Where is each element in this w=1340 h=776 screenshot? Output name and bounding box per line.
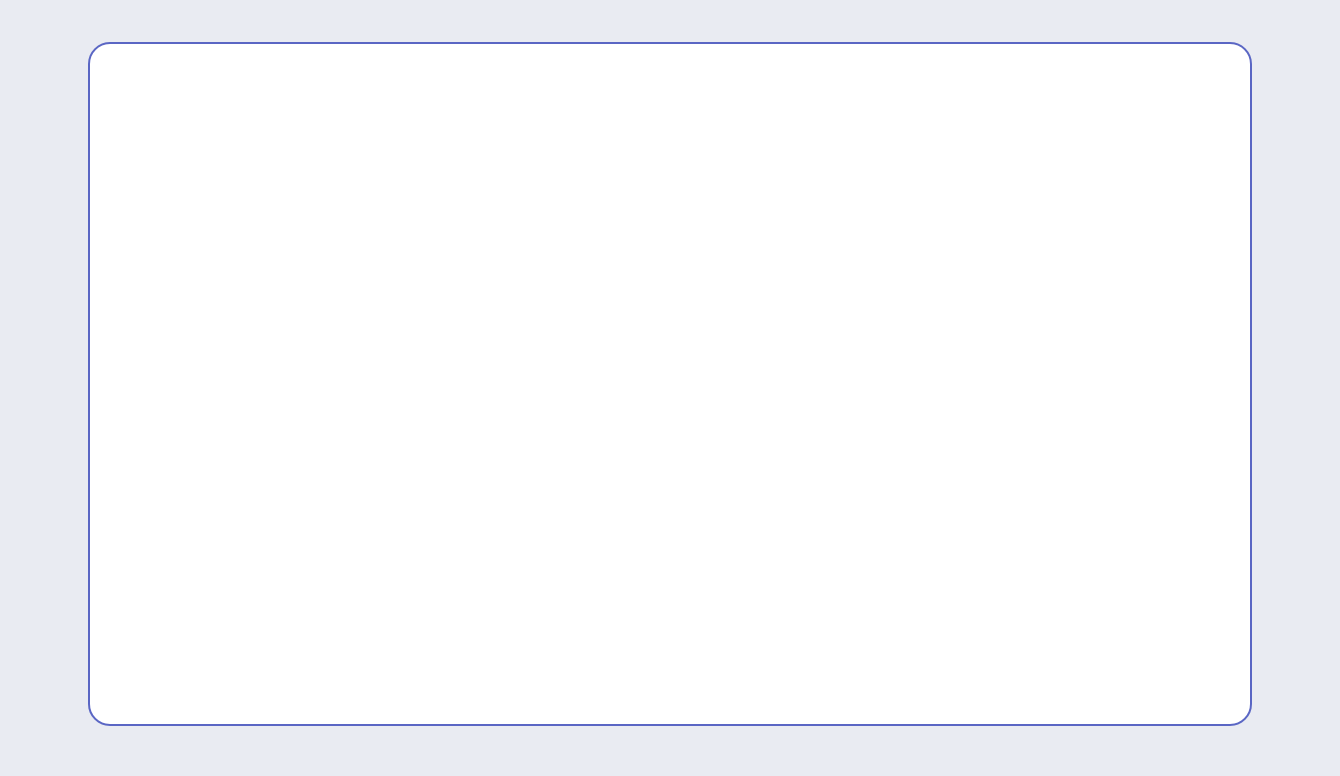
sheet-area bbox=[90, 44, 1250, 101]
table-gap bbox=[98, 85, 1250, 101]
column-letters-row bbox=[98, 60, 1250, 85]
spreadsheet-card bbox=[88, 42, 1252, 726]
